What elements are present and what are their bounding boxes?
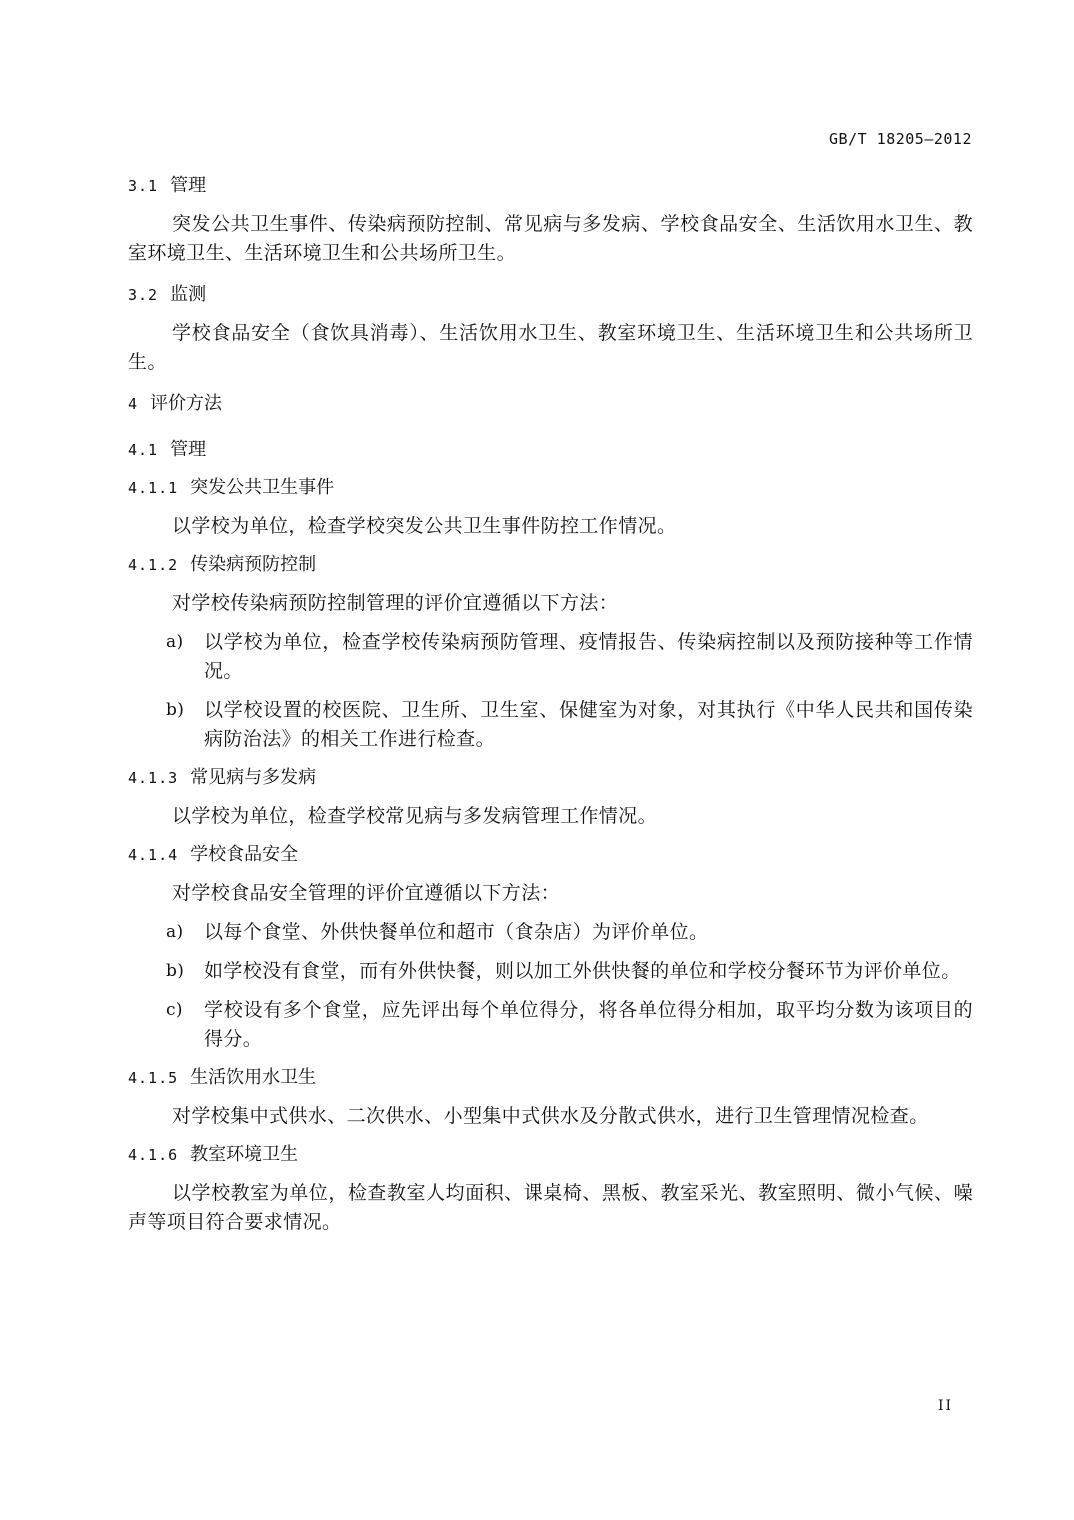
section-number: 3.2 (128, 286, 159, 304)
section-title: 管理 (170, 175, 207, 196)
section-number: 4.1.3 (128, 769, 179, 787)
list-marker: a) (166, 632, 184, 652)
list-item (128, 696, 973, 754)
paragraph-4-1-5: 对学校集中式供水、二次供水、小型集中式供水及分散式供水，进行卫生管理情况检查。 (172, 1105, 929, 1127)
section-heading-3-1 (128, 172, 973, 200)
list-marker: a) (166, 922, 184, 942)
section-number: 4.1.4 (128, 846, 179, 864)
section-number: 3.1 (128, 177, 159, 195)
section-number: 4.1.2 (128, 556, 179, 574)
section-heading-4-1-1 (128, 474, 973, 502)
section-title: 监测 (170, 284, 207, 305)
section-title: 教室环境卫生 (190, 1144, 299, 1165)
list-item-text: 以学校设置的校医院、卫生所、卫生室、保健室为对象，对其执行《中华人民共和国传染病防治法》的相关工作进行检查。 (204, 699, 973, 750)
section-heading-4-1-6 (128, 1141, 973, 1169)
paragraph-4-1-1: 以学校为单位，检查学校突发公共卫生事件防控工作情况。 (172, 515, 677, 537)
section-heading-4-1-4 (128, 841, 973, 869)
section-title: 突发公共卫生事件 (190, 477, 335, 498)
section-heading-4-1-3 (128, 764, 973, 792)
section-heading-4-1 (128, 436, 973, 464)
list-item (128, 996, 973, 1054)
list-item-text: 学校设有多个食堂，应先评出每个单位得分，将各单位得分相加，取平均分数为该项目的得分。 (204, 999, 973, 1050)
list-item-text: 如学校没有食堂，而有外供快餐，则以加工外供快餐的单位和学校分餐环节为评价单位。 (204, 960, 961, 982)
section-title: 传染病预防控制 (190, 554, 317, 575)
list-item-text: 以学校为单位，检查学校传染病预防管理、疫情报告、传染病控制以及预防接种等工作情况。 (204, 631, 973, 682)
list-item (128, 628, 973, 686)
section-title: 生活饮用水卫生 (190, 1067, 317, 1088)
section-heading-4 (128, 390, 973, 418)
list-item-text: 以每个食堂、外供快餐单位和超市（食杂店）为评价单位。 (204, 921, 709, 943)
list-item (128, 957, 973, 986)
section-title: 学校食品安全 (190, 844, 299, 865)
list-marker: b) (166, 961, 185, 981)
paragraph-3-2: 学校食品安全（食饮具消毒）、生活饮用水卫生、教室环境卫生、生活环境卫生和公共场所卫生。 (128, 322, 973, 373)
list-marker: b) (166, 700, 185, 720)
section-number: 4.1.1 (128, 479, 179, 497)
paragraph-4-1-2: 对学校传染病预防控制管理的评价宜遵循以下方法： (172, 592, 619, 614)
section-title: 评价方法 (150, 393, 223, 414)
section-heading-3-2 (128, 281, 973, 309)
section-number: 4.1.5 (128, 1069, 179, 1087)
paragraph-4-1-6: 以学校教室为单位，检查教室人均面积、课桌椅、黑板、教室采光、教室照明、微小气候、噪声等项目符合要求情况。 (128, 1182, 973, 1233)
section-number: 4.1 (128, 441, 159, 459)
page-number: II (938, 1398, 954, 1414)
section-number: 4 (128, 395, 139, 413)
section-heading-4-1-5 (128, 1064, 973, 1092)
section-title: 管理 (170, 439, 207, 460)
paragraph-4-1-4: 对学校食品安全管理的评价宜遵循以下方法： (172, 882, 561, 904)
list-item (128, 918, 973, 947)
section-heading-4-1-2 (128, 551, 973, 579)
standard-code: GB/T 18205—2012 (829, 130, 972, 148)
section-title: 常见病与多发病 (190, 767, 317, 788)
section-number: 4.1.6 (128, 1146, 179, 1164)
list-marker: c) (166, 1000, 183, 1020)
paragraph-3-1: 突发公共卫生事件、传染病预防控制、常见病与多发病、学校食品安全、生活饮用水卫生、教室环境卫生、生活环境卫生和公共场所卫生。 (128, 213, 973, 264)
paragraph-4-1-3: 以学校为单位，检查学校常见病与多发病管理工作情况。 (172, 805, 658, 827)
document-body (128, 172, 973, 1237)
